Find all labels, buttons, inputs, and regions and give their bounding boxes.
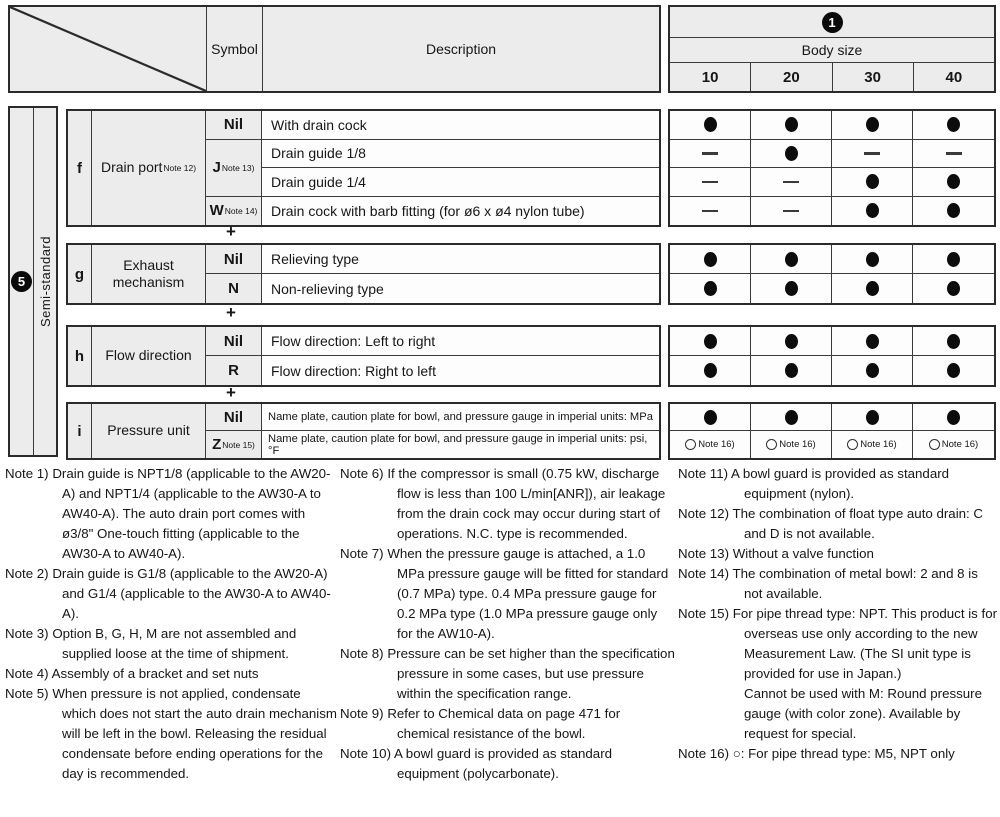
circle-icon	[685, 439, 696, 450]
note-item	[340, 744, 676, 784]
option-letter: h	[68, 327, 92, 385]
option-symbol: Nil	[223, 250, 244, 268]
matrix-cell	[832, 327, 913, 356]
filled-dot-icon	[866, 410, 879, 425]
matrix-cell	[670, 140, 751, 169]
note-label: Note 13)	[678, 546, 729, 561]
filled-dot-icon	[704, 252, 717, 267]
note-item	[5, 684, 337, 784]
filled-dot-icon	[704, 281, 717, 296]
note-text: If the compressor is small (0.75 kW, discharge flow is less than 100 L/min[ANR]), air leakage from the drain cock may occur during start of operations. N.C. type is recommended.	[387, 466, 666, 541]
option-description: Name plate, caution plate for bowl, and pressure gauge in imperial units: MPa	[262, 404, 659, 431]
option-description: Drain guide 1/4	[262, 168, 659, 197]
note-text-continued: Cannot be used with M: Round pressure gauge (with color zone). Available by request for special.	[744, 686, 983, 741]
matrix-cell	[670, 245, 751, 274]
note-item	[5, 564, 337, 624]
note-label: Note 3)	[5, 626, 49, 641]
option-name-cell	[92, 111, 206, 225]
matrix-cell	[670, 168, 751, 197]
matrix-cell	[832, 197, 913, 226]
note-label: Note 8)	[340, 646, 384, 661]
matrix-cell	[913, 111, 994, 140]
filled-dot-icon	[785, 334, 798, 349]
matrix-cell	[751, 404, 832, 431]
matrix-cell	[751, 168, 832, 197]
dash-icon	[702, 181, 718, 184]
option-letter: g	[68, 245, 92, 303]
filled-dot-icon	[866, 117, 879, 132]
matrix-cell	[832, 168, 913, 197]
note-item	[678, 604, 998, 684]
option-description: Relieving type	[262, 245, 659, 274]
matrix-cell	[751, 140, 832, 169]
note-label: Note 6)	[340, 466, 384, 481]
note-text: The combination of float type auto drain: C and D is not available.	[732, 506, 984, 541]
option-symbol-cell	[206, 431, 262, 458]
note-item	[678, 544, 998, 564]
note-item	[678, 564, 998, 604]
option-name-cell	[92, 327, 206, 385]
filled-dot-icon	[785, 146, 798, 161]
diagonal-header-cell	[10, 7, 207, 91]
option-name: Flow direction	[105, 347, 192, 364]
description-column-header: Description	[425, 41, 497, 57]
circle-icon	[929, 439, 940, 450]
option-symbol-cell	[206, 356, 262, 385]
filled-dot-icon	[866, 281, 879, 296]
note-text: ○: For pipe thread type: M5, NPT only	[732, 746, 955, 761]
matrix-cell	[670, 431, 751, 458]
note-item	[678, 504, 998, 544]
note-label: Note 16)	[678, 746, 729, 761]
option-description: Flow direction: Left to right	[262, 327, 659, 356]
note-label: Note 1)	[5, 466, 49, 481]
matrix-cell	[832, 274, 913, 303]
option-symbol-cell	[206, 327, 262, 356]
filled-dot-icon	[866, 252, 879, 267]
semi-standard-label: Semi-standard	[37, 235, 53, 328]
matrix-cell	[832, 404, 913, 431]
option-description: Drain cock with barb fitting (for ø6 x ø4 nylon tube)	[262, 197, 659, 226]
matrix-cell	[751, 327, 832, 356]
body-size-matrix	[668, 243, 996, 305]
option-name: Exhaust mechanism	[112, 256, 185, 290]
dash-icon	[702, 210, 718, 213]
matrix-cell	[751, 245, 832, 274]
matrix-cell	[670, 404, 751, 431]
option-letter: f	[68, 111, 92, 225]
note-label: Note 2)	[5, 566, 49, 581]
option-name-cell	[92, 245, 206, 303]
note-label: Note 4)	[5, 666, 49, 681]
option-symbol-note: Note 15)	[222, 439, 255, 450]
matrix-cell	[670, 197, 751, 226]
body-size-values-row	[670, 63, 994, 91]
symbol-column-header: Symbol	[207, 7, 263, 91]
note-text: A bowl guard is provided as standard equipment (polycarbonate).	[393, 746, 613, 781]
note-item	[678, 744, 998, 764]
matrix-cell	[751, 431, 832, 458]
matrix-cell	[913, 197, 994, 226]
circled-1-icon: 1	[822, 12, 843, 33]
option-symbol-note: Note 13)	[221, 162, 255, 173]
matrix-cell	[913, 431, 994, 458]
note-label: Note 7)	[340, 546, 384, 561]
note-item	[5, 664, 337, 684]
plus-separator: +	[226, 303, 236, 322]
body-size-header	[668, 5, 996, 93]
option-symbol: J	[212, 159, 221, 176]
filled-dot-icon	[947, 410, 960, 425]
body-size-30: 30	[833, 63, 914, 91]
note-item	[340, 704, 676, 744]
body-size-10: 10	[670, 63, 751, 91]
filled-dot-icon	[704, 334, 717, 349]
note-text: Option B, G, H, M are not assembled and supplied loose at the time of shipment.	[52, 626, 297, 661]
filled-dot-icon	[704, 410, 717, 425]
body-size-20: 20	[751, 63, 832, 91]
option-description: Non-relieving type	[262, 274, 659, 303]
filled-dot-icon	[947, 117, 960, 132]
dash-icon	[702, 152, 718, 155]
option-description: With drain cock	[262, 111, 659, 140]
matrix-cell	[913, 140, 994, 169]
matrix-cell	[913, 168, 994, 197]
circle-icon	[766, 439, 777, 450]
option-description: Drain guide 1/8	[262, 140, 659, 169]
filled-dot-icon	[866, 174, 879, 189]
note-item	[5, 464, 337, 564]
option-symbol: W	[209, 202, 224, 220]
filled-dot-icon	[947, 334, 960, 349]
matrix-cell	[670, 356, 751, 385]
note-text: Pressure can be set higher than the specification pressure in some cases, but use pressure within the specification range.	[387, 646, 675, 701]
matrix-cell	[670, 327, 751, 356]
option-symbol-cell	[206, 245, 262, 274]
note-text: The combination of metal bowl: 2 and 8 is not available.	[732, 566, 978, 601]
filled-dot-icon	[785, 363, 798, 378]
matrix-cell	[751, 197, 832, 226]
matrix-cell	[832, 431, 913, 458]
plus-separator: +	[226, 383, 236, 402]
filled-dot-icon	[785, 252, 798, 267]
option-name: Pressure unit	[107, 422, 190, 439]
circled-5-icon: 5	[11, 271, 32, 292]
option-symbol-cell	[206, 140, 262, 197]
note-label: Note 14)	[678, 566, 729, 581]
note-text: Without a valve function	[732, 546, 874, 561]
circled-5-cell	[10, 108, 34, 455]
filled-dot-icon	[947, 174, 960, 189]
note-text: Drain guide is NPT1/8 (applicable to the AW20-A) and NPT1/4 (applicable to the AW30-A to AW40-A). The auto drain port comes with ø3/8" One-touch fitting (applicable to the AW30-A to AW40-A).	[52, 466, 331, 561]
filled-dot-icon	[866, 363, 879, 378]
filled-dot-icon	[785, 281, 798, 296]
body-size-matrix	[668, 325, 996, 387]
circle-note-label: Note 16)	[860, 439, 897, 450]
option-group-table	[66, 243, 661, 305]
dash-icon	[783, 210, 799, 213]
note-text: When the pressure gauge is attached, a 1.0 MPa pressure gauge will be fitted for standard (0.7 MPa) type. 0.4 MPa pressure gauge for 0.2 MPa type (1.0 MPa pressure gauge only for the AW10-A).	[387, 546, 669, 641]
option-group-table	[66, 109, 661, 227]
filled-dot-icon	[785, 117, 798, 132]
note-item	[5, 624, 337, 664]
semi-standard-strip	[8, 106, 58, 457]
option-symbol-cell	[206, 404, 262, 431]
matrix-cell	[913, 245, 994, 274]
matrix-cell	[670, 111, 751, 140]
circle-note-label: Note 16)	[779, 439, 816, 450]
note-label: Note 5)	[5, 686, 49, 701]
matrix-cell	[751, 111, 832, 140]
matrix-cell	[913, 274, 994, 303]
note-text: A bowl guard is provided as standard equipment (nylon).	[730, 466, 950, 501]
option-symbol: Nil	[223, 408, 244, 426]
option-description: Name plate, caution plate for bowl, and pressure gauge in imperial units: psi, °F	[262, 431, 659, 458]
note-item	[340, 544, 676, 644]
filled-dot-icon	[785, 410, 798, 425]
option-symbol: Nil	[223, 332, 244, 350]
matrix-cell	[913, 356, 994, 385]
option-letter: i	[68, 404, 92, 458]
notes-column	[340, 464, 676, 784]
option-symbol: N	[228, 280, 239, 297]
option-name-note: Note 12)	[163, 162, 197, 173]
matrix-cell	[670, 274, 751, 303]
note-label: Note 12)	[678, 506, 729, 521]
filled-dot-icon	[947, 203, 960, 218]
dash-icon	[864, 152, 880, 155]
filled-dot-icon	[866, 203, 879, 218]
option-symbol-cell	[206, 197, 262, 226]
option-name-cell	[92, 404, 206, 458]
circle-icon	[847, 439, 858, 450]
note-text: When pressure is not applied, condensate which does not start the auto drain mechanism will be left in the bowl. Releasing the residual condensate before ending operations for the day is recommended.	[52, 686, 337, 781]
circle-note-label: Note 16)	[941, 439, 979, 450]
option-group-table	[66, 402, 661, 460]
note-label: Note 9)	[340, 706, 384, 721]
note-text: Refer to Chemical data on page 471 for chemical resistance of the bowl.	[387, 706, 621, 741]
note-label: Note 15)	[678, 606, 729, 621]
matrix-cell	[751, 274, 832, 303]
option-symbol-cell	[206, 111, 262, 140]
note-item	[340, 464, 676, 544]
notes-column	[5, 464, 337, 784]
option-symbol: Z	[212, 436, 222, 453]
semi-standard-label-cell	[34, 108, 56, 455]
diagonal-line-icon	[10, 7, 206, 91]
note-item	[340, 644, 676, 704]
matrix-cell	[913, 404, 994, 431]
option-group-table	[66, 325, 661, 387]
note-text: For pipe thread type: NPT. This product is for overseas use only according to the new Measurement Law. (The SI unit type is provided for use in Japan.)	[732, 606, 998, 681]
note-item	[678, 464, 998, 504]
body-size-matrix	[668, 402, 996, 460]
option-name: Drain port	[100, 159, 163, 176]
note-label: Note 11)	[678, 466, 729, 481]
option-symbol-cell	[206, 274, 262, 303]
notes-column	[678, 464, 998, 764]
circled-1-cell	[670, 7, 994, 38]
circle-note-label: Note 16)	[698, 439, 735, 450]
note-text: Drain guide is G1/8 (applicable to the AW20-A) and G1/4 (applicable to the AW30-A to AW40-A).	[52, 566, 331, 621]
matrix-cell	[832, 111, 913, 140]
option-symbol-note: Note 14)	[224, 205, 258, 216]
matrix-cell	[832, 140, 913, 169]
body-size-label: Body size	[670, 38, 994, 63]
option-symbol: R	[228, 362, 239, 379]
filled-dot-icon	[704, 363, 717, 378]
table-header-left	[8, 5, 661, 93]
matrix-cell	[751, 356, 832, 385]
dash-icon	[946, 152, 962, 155]
plus-separator: +	[226, 222, 236, 241]
filled-dot-icon	[947, 252, 960, 267]
option-description: Flow direction: Right to left	[262, 356, 659, 385]
body-size-matrix	[668, 109, 996, 227]
matrix-cell	[832, 356, 913, 385]
note-text: Assembly of a bracket and set nuts	[51, 666, 259, 681]
matrix-cell	[913, 327, 994, 356]
filled-dot-icon	[947, 363, 960, 378]
filled-dot-icon	[704, 117, 717, 132]
filled-dot-icon	[947, 281, 960, 296]
body-size-40: 40	[945, 68, 963, 86]
matrix-cell	[832, 245, 913, 274]
option-symbol: Nil	[223, 116, 244, 134]
filled-dot-icon	[866, 334, 879, 349]
note-label: Note 10)	[340, 746, 391, 761]
dash-icon	[783, 181, 799, 184]
